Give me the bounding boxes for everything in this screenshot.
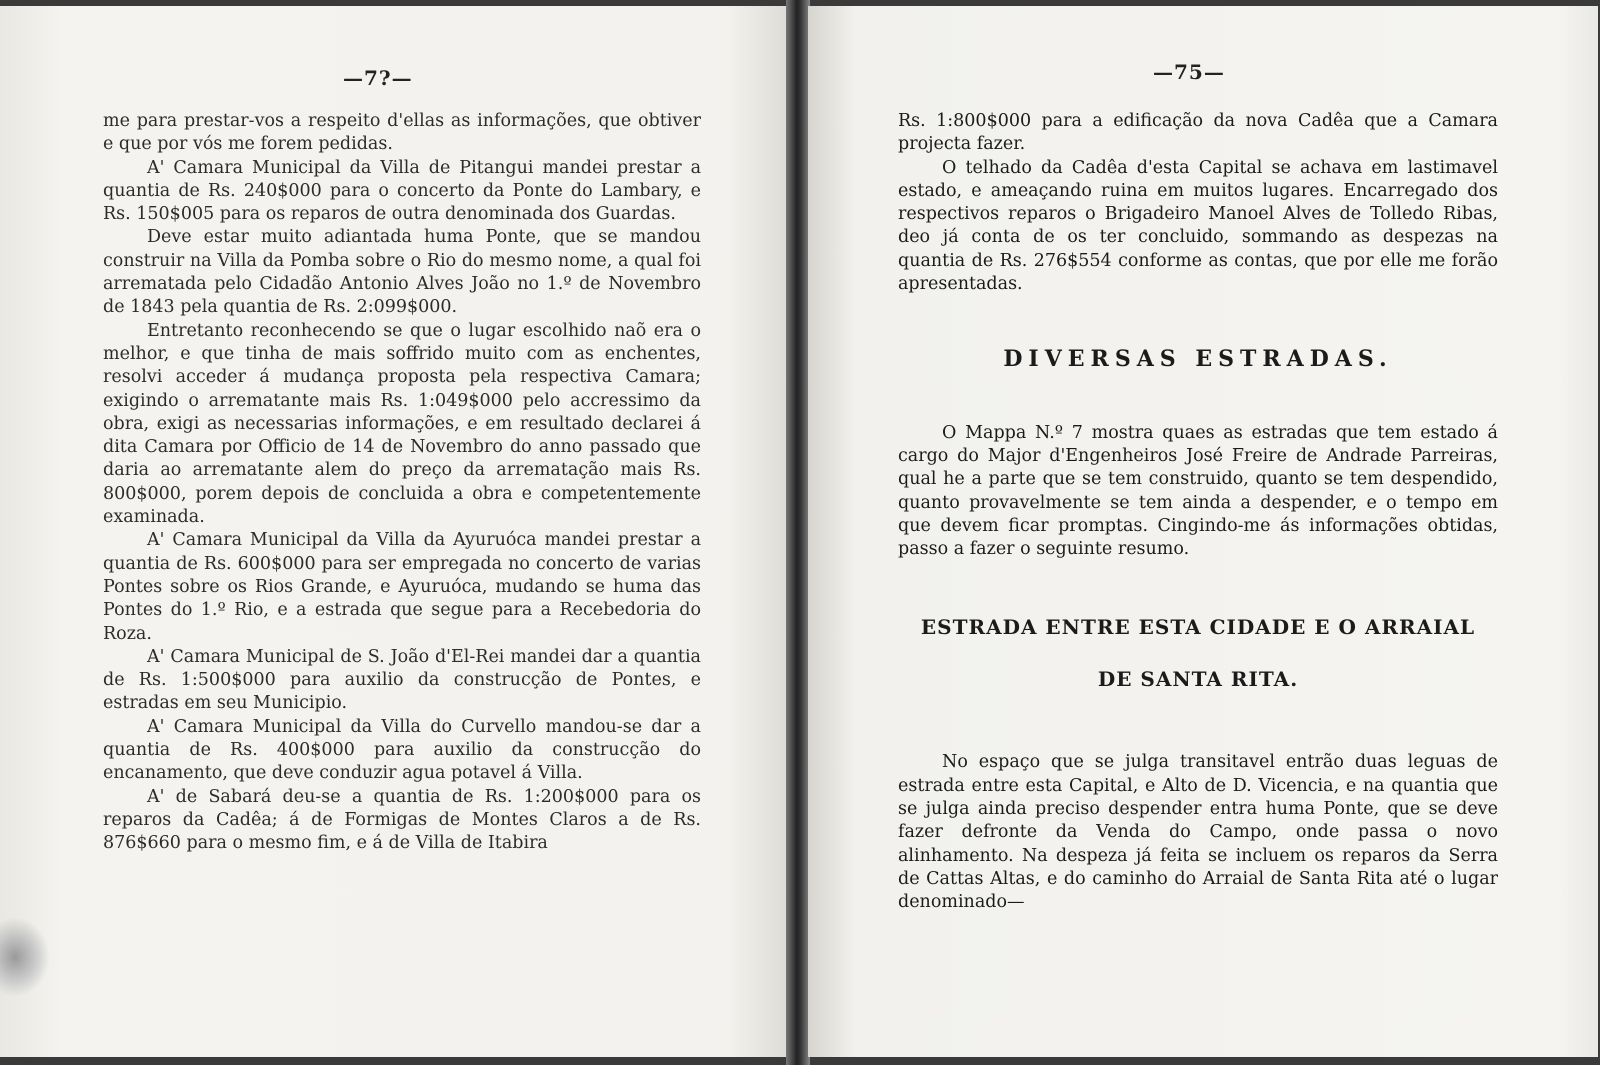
- left-page-text: [103, 110, 701, 856]
- paragraph: Rs. 1:800$000 para a edificação da nova Cadêa que a Camara projecta fazer.: [898, 111, 1498, 155]
- paragraph: A' Camara Municipal de S. João d'El-Rei mandei dar a quantia de Rs. 1:500$000 para auxilio da construcção de Pontes, e estradas em seu Municipio.: [103, 646, 701, 714]
- paragraph: No espaço que se julga transitavel entrão duas leguas de estrada entre esta Capital, e Alto de D. Vicencia, e na quantia que se julga ainda preciso despender entra huma Ponte, que se deve fazer defronte da Venda do Campo, onde passa o novo alinhamento. Na despeza já feita se incluem os reparos da Serra de Cattas Altas, e do caminho do Arraial de Santa Rita até o lugar denominado—: [898, 752, 1498, 913]
- page-number: —75—: [1153, 60, 1225, 84]
- right-page: [808, 6, 1598, 1057]
- paragraph: A' de Sabará deu-se a quantia de Rs. 1:200$000 para os reparos da Cadêa; á de Formigas de Montes Claros a de Rs. 876$660 para o mesmo fim, e á de Villa de Itabira: [103, 786, 701, 854]
- paragraph: Deve estar muito adiantada huma Ponte, que se mandou construir na Villa da Pomba sobre o Rio do mesmo nome, a qual foi arrematada pelo Cidadão Antonio Alves João no 1.º de Novembro de 1843 pela quantia de Rs. 2:099$000.: [103, 227, 701, 318]
- section-heading: DIVERSAS ESTRADAS.: [1003, 346, 1393, 373]
- right-page-text: [898, 110, 1498, 915]
- left-page: [0, 6, 790, 1057]
- paragraph: O telhado da Cadêa d'esta Capital se achava em lastimavel estado, e ameaçando ruina em muitos lugares. Encarregado dos respectivos reparos o Brigadeiro Manoel Alves de Tolledo Ribas, deo já conta de os ter concluido, sommando as despezas na quantia de Rs. 276$554 conforme as contas, que por elle me forão apresentadas.: [898, 157, 1498, 295]
- paragraph: A' Camara Municipal da Villa de Pitangui mandei prestar a quantia de Rs. 240$000 para o concerto da Ponte do Lambary, e Rs. 150$005 para os reparos de outra denominada dos Guardas.: [103, 157, 701, 225]
- book-gutter: [786, 0, 810, 1065]
- paragraph: me para prestar-vos a respeito d'ellas as informações, que obtiver e que por vós me forem pedidas.: [103, 111, 701, 155]
- subsection-heading: ESTRADA ENTRE ESTA CIDADE E O ARRAIAL: [920, 615, 1476, 640]
- page-number: —7?—: [343, 66, 413, 90]
- paragraph: A' Camara Municipal da Villa do Curvello mandou-se dar a quantia de Rs. 400$000 para auxilio da construcção do encanamento, que deve conduzir agua potavel á Villa.: [103, 716, 701, 784]
- paragraph: Entretanto reconhecendo se que o lugar escolhido naõ era o melhor, e que tinha de mais soffrido muito com as enchentes, resolvi acceder á mudança proposta pela respectiva Camara; exigindo o arrematante mais Rs. 1:049$000 pelo accressimo da obra, exigi as necessarias informações, e em resultado declarei á dita Camara por Officio de 14 de Novembro do anno passado que daria ao arrematante alem do preço da arrematação mais Rs. 800$000, porem depois de concluida a obra e competentemente examinada.: [103, 320, 701, 528]
- paragraph: O Mappa N.º 7 mostra quaes as estradas que tem estado á cargo do Major d'Engenheiros José Freire de Andrade Parreiras, qual he a parte que se tem construido, quanto se tem despendido, quanto provavelmente se tem ainda a despender, e o tempo em que devem ficar promptas. Cingindo-me ás informações obtidas, passo a fazer o seguinte resumo.: [898, 422, 1498, 560]
- paragraph: A' Camara Municipal da Villa da Ayuruóca mandei prestar a quantia de Rs. 600$000 para ser empregada no concerto de varias Pontes sobre os Rios Grande, e Ayuruóca, mudando se huma das Pontes do 1.º Rio, e a estrada que segue para a Recebedoria do Roza.: [103, 530, 701, 644]
- subsection-heading-line-2: DE SANTA RITA.: [1097, 667, 1299, 692]
- paper-stain: [0, 917, 50, 997]
